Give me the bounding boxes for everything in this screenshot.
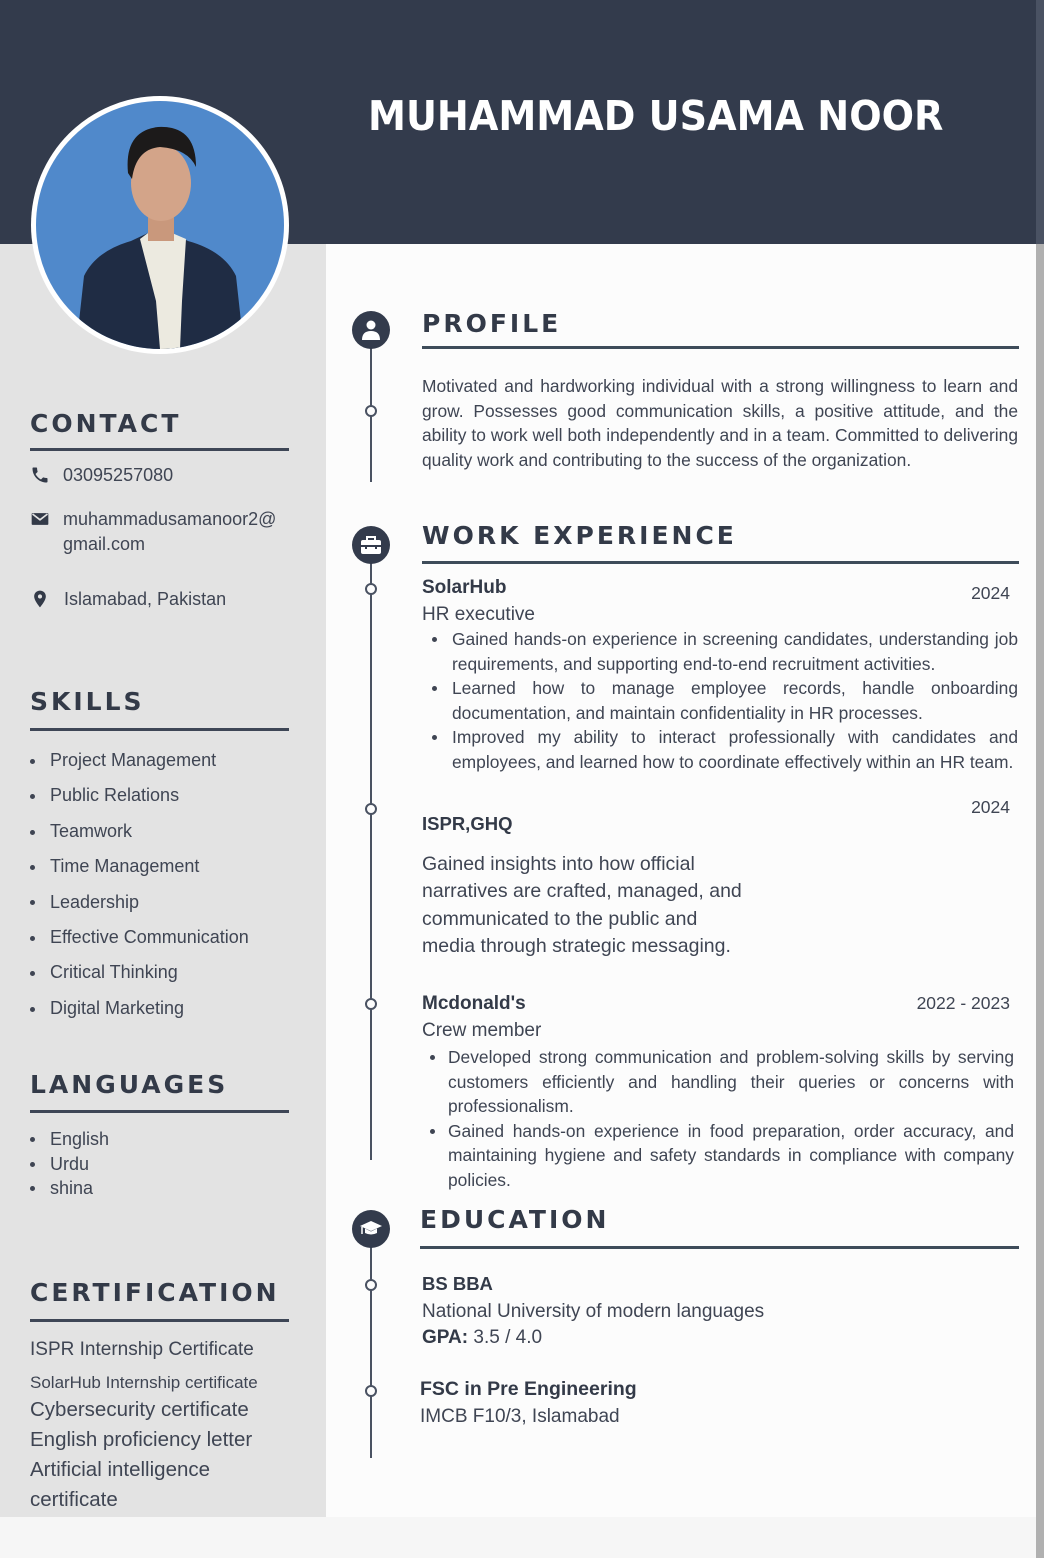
skills-divider: [30, 728, 289, 731]
location-text: Islamabad, Pakistan: [64, 589, 227, 609]
education-heading: EDUCATION: [420, 1205, 610, 1234]
person-silhouette-icon: [36, 101, 284, 349]
skill-item: Digital Marketing: [30, 991, 249, 1026]
job-bullet: Gained hands-on experience in screening candidates, understanding job requirements, and supporting end-to-end recruitment activities.: [422, 627, 1018, 676]
timeline-dot: [365, 803, 377, 815]
mail-icon: [30, 509, 50, 529]
email-address[interactable]: muhammadusamanoor2@ gmail.com: [63, 509, 277, 554]
skill-item: Teamwork: [30, 814, 249, 849]
skills-list: [30, 743, 249, 1026]
education-timeline: [370, 1228, 372, 1458]
job-company: ISPR,GHQ: [422, 813, 513, 834]
profile-summary: Motivated and hardworking individual with a strong willingness to learn and grow. Possesses good communication skills, a positive attitude, and the ability to work well both independently and in a team. Committed to delivering quality work and contributing to the success of the organization.: [422, 376, 1018, 470]
skill-item: Public Relations: [30, 778, 249, 813]
education-degree: FSC in Pre Engineering: [420, 1378, 637, 1400]
experience-heading: WORK EXPERIENCE: [422, 521, 737, 550]
cert-item: English proficiency letter: [30, 1428, 253, 1451]
skill-item: Time Management: [30, 849, 249, 884]
job-bullet: Gained hands-on experience in food preparation, order accuracy, and maintaining hygiene and safety standards in compliance with company policies.: [420, 1119, 1014, 1193]
contact-phone: [30, 463, 173, 488]
experience-timeline: [370, 545, 372, 1160]
timeline-dot: [365, 405, 377, 417]
certification-divider: [30, 1319, 289, 1322]
briefcase-icon: [360, 535, 382, 555]
candidate-name: MUHAMMAD USAMA NOOR: [368, 92, 944, 140]
user-icon: [361, 319, 381, 341]
education-degree: BS BBA: [422, 1273, 493, 1294]
contact-heading: CONTACT: [30, 409, 182, 438]
language-item: English: [30, 1127, 109, 1152]
education-gpa: GPA: 3.5 / 4.0: [422, 1327, 543, 1348]
profile-heading: PROFILE: [422, 309, 562, 338]
job-bullet: Improved my ability to interact professionally with candidates and employees, and learned how to coordinate effectively within an HR team.: [422, 725, 1018, 774]
timeline-dot: [365, 1279, 377, 1291]
skill-item: Project Management: [30, 743, 249, 778]
timeline-dot: [365, 1385, 377, 1397]
profile-photo-frame: [31, 96, 289, 354]
contact-divider: [30, 448, 289, 451]
job-company: Mcdonald's: [422, 993, 526, 1014]
skill-item: Leadership: [30, 885, 249, 920]
skill-item: Effective Communication: [30, 920, 249, 955]
job-bullet: Learned how to manage employee records, handle onboarding documentation, and maintain confidentiality in HR processes.: [422, 676, 1018, 725]
education-section-icon: [352, 1210, 390, 1248]
graduation-cap-icon: [359, 1219, 383, 1239]
profile-photo: [36, 101, 284, 349]
skills-heading: SKILLS: [30, 687, 145, 716]
languages-heading: LANGUAGES: [30, 1070, 229, 1099]
job-date: 2024: [971, 583, 1010, 603]
education-school: IMCB F10/3, Islamabad: [420, 1406, 620, 1427]
certification-heading: CERTIFICATION: [30, 1278, 280, 1307]
education-divider: [420, 1246, 1019, 1249]
cert-item: ISPR Internship Certificate: [30, 1339, 254, 1360]
language-item: shina: [30, 1176, 109, 1201]
job-date: 2024: [971, 797, 1010, 817]
job-bullet: Developed strong communication and problem-solving skills by serving customers efficiently and handling their queries or concerns with professionalism.: [420, 1045, 1014, 1119]
languages-divider: [30, 1110, 289, 1113]
timeline-dot: [365, 998, 377, 1010]
job-description: Gained insights into how official narratives are crafted, managed, and communicated to the public and media through strategic messaging.: [422, 853, 742, 957]
job-date: 2022 - 2023: [916, 993, 1010, 1013]
location-pin-icon: [30, 589, 50, 609]
cert-item: SolarHub Internship certificate: [30, 1373, 258, 1392]
timeline-dot: [365, 583, 377, 595]
language-item: Urdu: [30, 1152, 109, 1177]
cert-item: Artificial intelligence: [30, 1458, 211, 1481]
languages-list: [30, 1127, 109, 1201]
phone-icon: [30, 465, 50, 485]
job-bullets: [422, 627, 1018, 774]
job-company: SolarHub: [422, 577, 507, 598]
job-role: HR executive: [422, 604, 535, 625]
phone-number[interactable]: 03095257080: [63, 465, 174, 485]
profile-section-icon: [352, 311, 390, 349]
contact-location: [30, 587, 226, 612]
profile-divider: [422, 346, 1019, 349]
cert-item: Cybersecurity certificate: [30, 1398, 249, 1421]
job-role: Crew member: [422, 1020, 542, 1041]
contact-email: [30, 507, 276, 557]
page-edge-shadow: [1036, 0, 1044, 1558]
skill-item: Critical Thinking: [30, 955, 249, 990]
experience-section-icon: [352, 526, 390, 564]
cert-item: certificate: [30, 1488, 118, 1511]
job-bullets: [420, 1045, 1014, 1192]
experience-divider: [422, 561, 1019, 564]
education-school: National University of modern languages: [422, 1301, 765, 1322]
